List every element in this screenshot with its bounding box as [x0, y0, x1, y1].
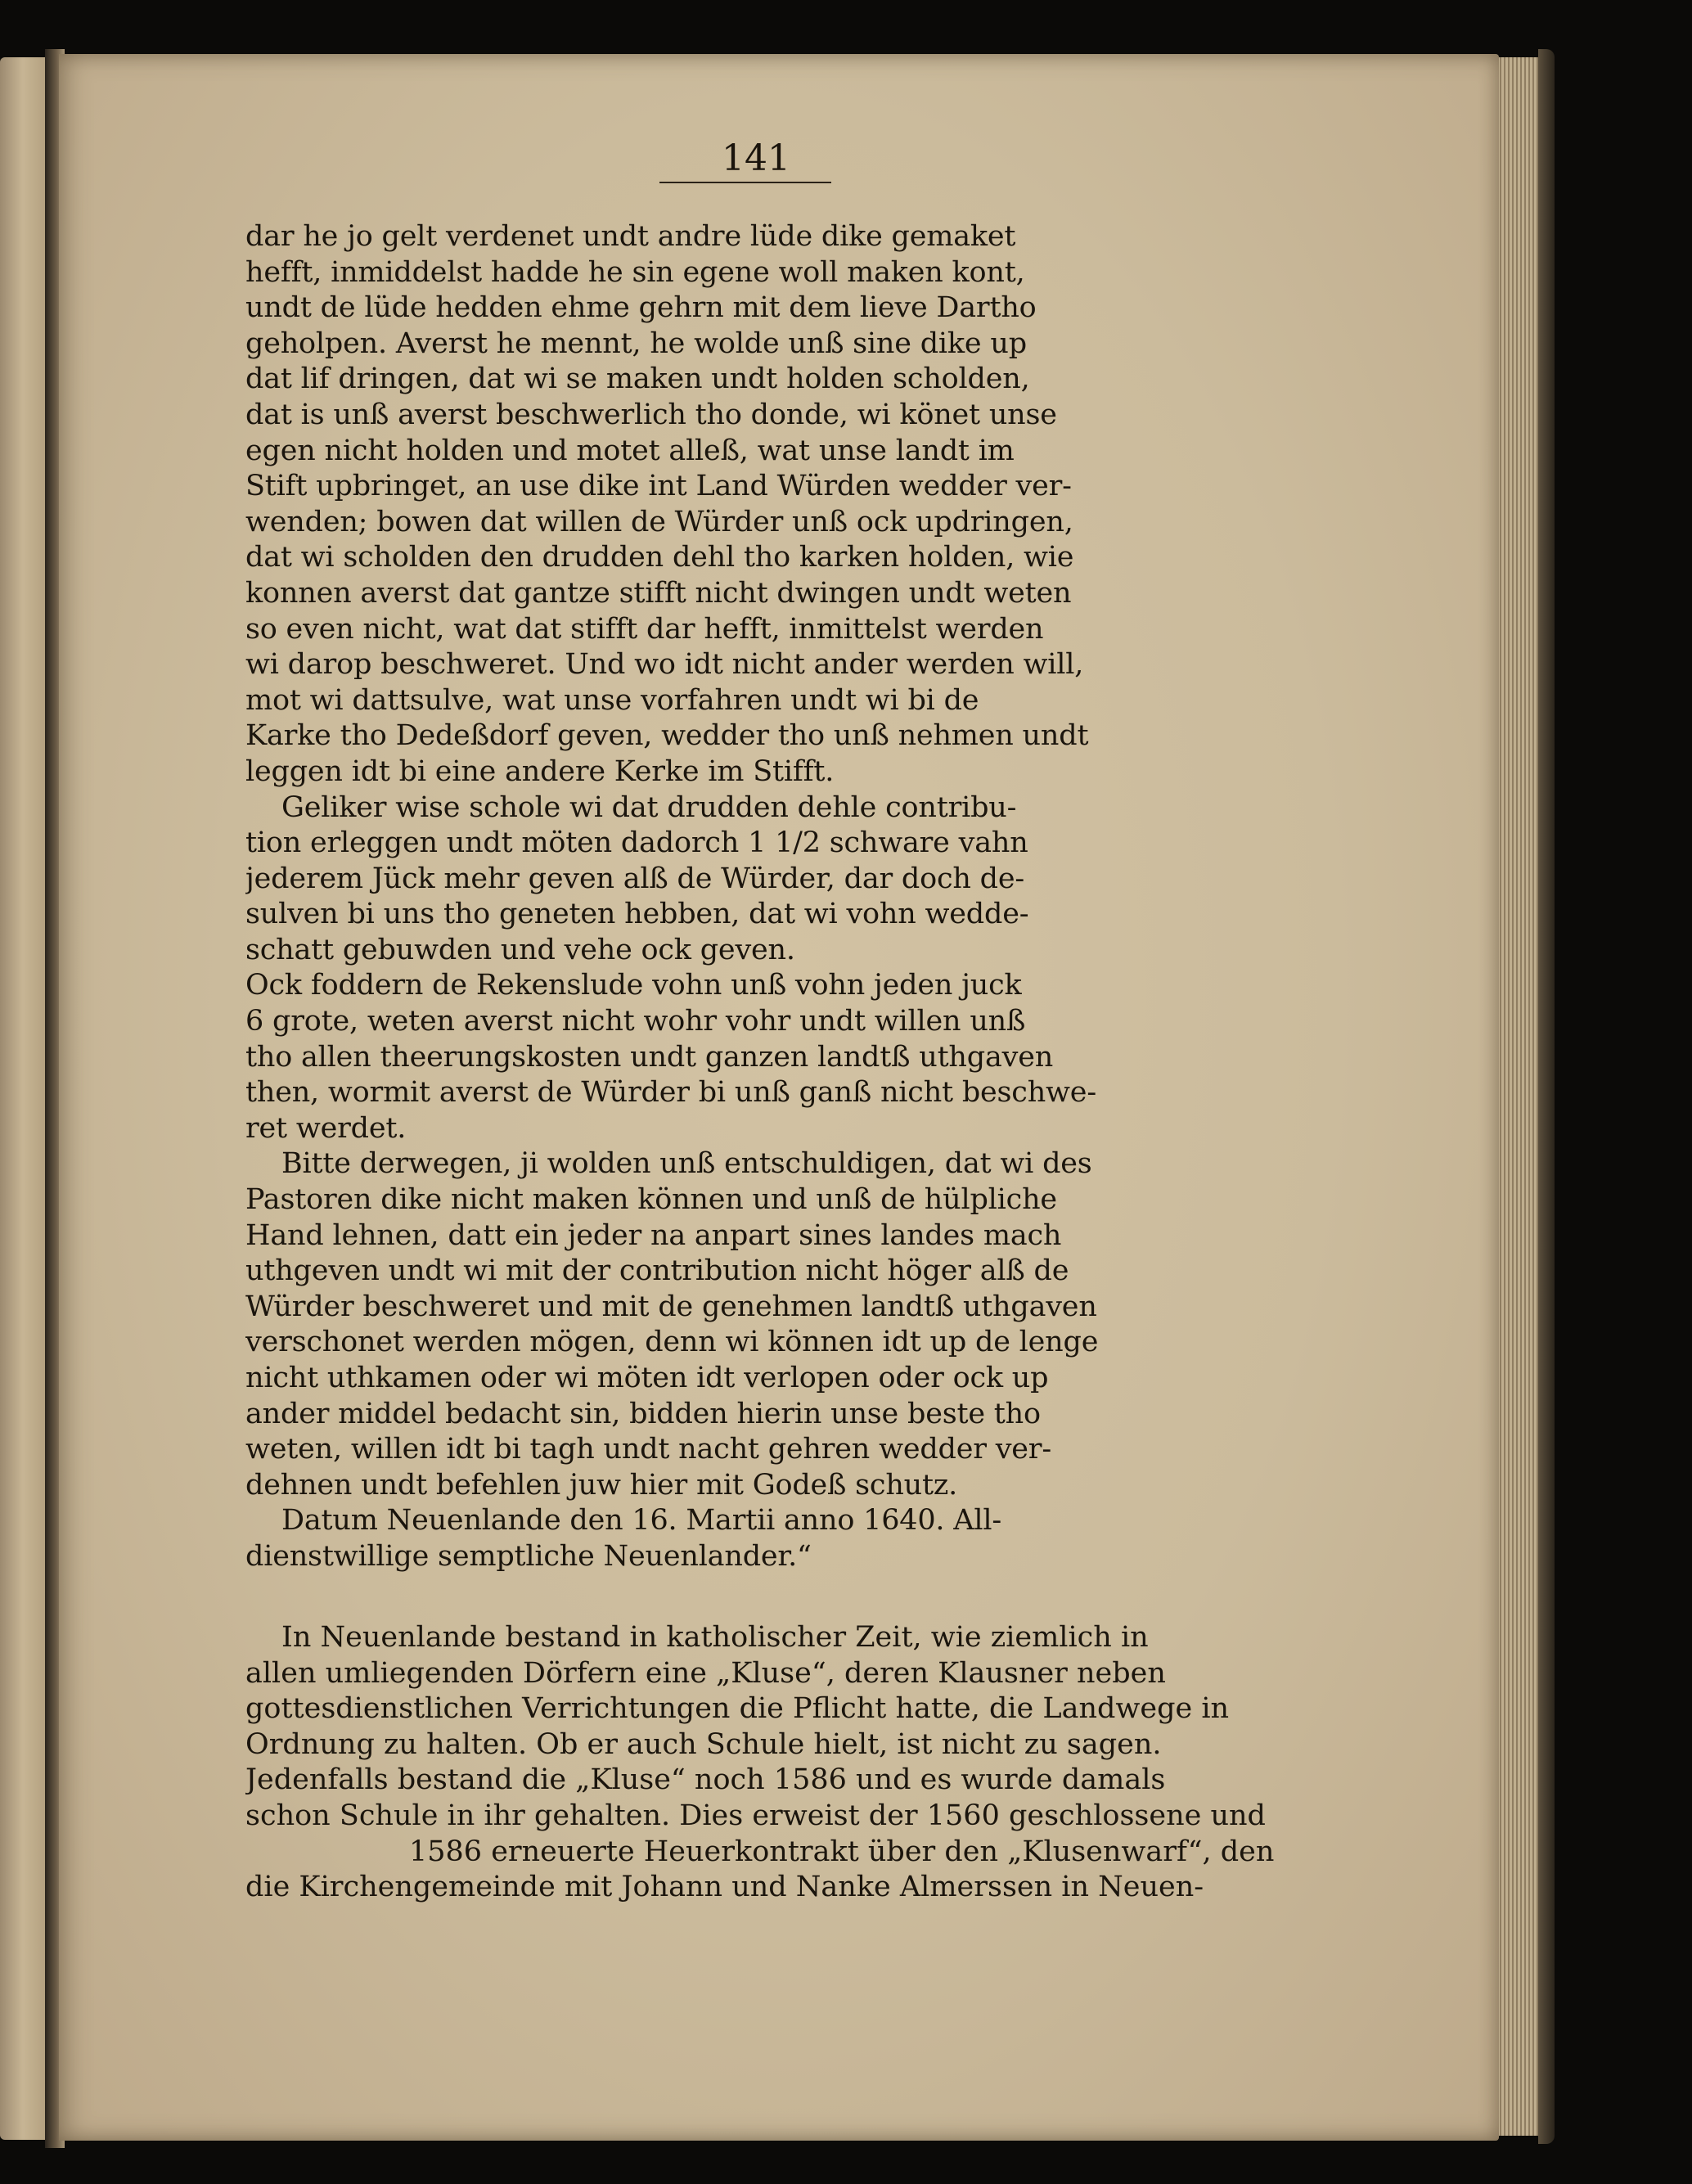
text-line: undt de lüde hedden ehme gehrn mit dem lieve Dartho	[245, 291, 1037, 325]
text-line: Karke tho Dedeßdorf geven, wedder tho unß nehmen undt	[245, 719, 1089, 753]
text-line: jederem Jück mehr geven alß de Würder, dar doch de-	[245, 862, 1025, 895]
text-line: dar he jo gelt verdenet undt andre lüde dike gemaket	[245, 220, 1016, 253]
text-line: leggen idt bi eine andere Kerke im Stifft.	[245, 754, 835, 788]
quoted-letter-text	[245, 219, 1342, 1575]
text-line: Ock foddern de Rekenslude vohn unß vohn jeden juck	[245, 969, 1022, 1002]
text-line: Ordnung zu halten. Ob er auch Schule hielt, ist nicht zu sagen.	[245, 1727, 1162, 1761]
text-line: konnen averst dat gantze stifft nicht dwingen undt weten	[245, 576, 1072, 610]
text-line: nicht uthkamen oder wi möten idt verlopen oder ock up	[245, 1362, 1049, 1394]
header-rule	[659, 182, 831, 183]
text-line: egen nicht holden und motet alleß, wat unse landt im	[245, 434, 1015, 467]
text-line: ret werdet.	[245, 1111, 407, 1145]
facing-page-edge	[0, 57, 51, 2140]
text-line: Bitte derwegen, ji wolden unß entschuldigen, dat wi des	[281, 1147, 1092, 1181]
text-line: 6 grote, weten averst nicht wohr vohr undt willen unß	[245, 1005, 1026, 1038]
text-line: gottesdienstlichen Verrichtungen die Pflicht hatte, die Landwege in	[245, 1692, 1230, 1726]
text-line: dat is unß averst beschwerlich tho donde, wi könet unse	[245, 398, 1057, 431]
text-line: 1586 erneuerte Heuerkontrakt über den „Klusenwarf“, den	[409, 1835, 1275, 1868]
text-line: tho allen theerungskosten undt ganzen landtß uthgaven	[245, 1040, 1054, 1074]
text-line: dienstwillige semptliche Neuenlander.“	[245, 1539, 812, 1573]
text-line: Geliker wise schole wi dat drudden dehle contribu-	[281, 790, 1017, 824]
text-line: sulven bi uns tho geneten hebben, dat wi vohn wedde-	[245, 898, 1029, 931]
text-line: dat wi scholden den drudden dehl tho karken holden, wie	[245, 541, 1074, 574]
text-line: geholpen. Averst he mennt, he wolde unß sine dike up	[245, 326, 1027, 360]
text-line: dat lif dringen, dat wi se maken undt holden scholden,	[245, 362, 1030, 396]
page-number: 141	[722, 137, 790, 179]
text-line: Jedenfalls bestand die „Kluse“ noch 1586 und es wurde damals	[245, 1763, 1166, 1797]
book-cover-edge	[1538, 49, 1555, 2144]
text-line: wi darop beschweret. Und wo idt nicht ander werden will,	[245, 648, 1084, 682]
text-line: dehnen undt befehlen juw hier mit Godeß schutz.	[245, 1468, 958, 1502]
text-line: hefft, inmiddelst hadde he sin egene woll maken kont,	[245, 255, 1025, 289]
text-line: tion erleggen undt möten dadorch 1 1/2 schware vahn	[245, 826, 1028, 860]
text-line: In Neuenlande bestand in katholischer Zeit, wie ziemlich in	[281, 1621, 1149, 1654]
text-line: die Kirchengemeinde mit Johann und Nanke Almerssen in Neuen-	[245, 1871, 1204, 1904]
text-line: ander middel bedacht sin, bidden hierin unse beste tho	[245, 1397, 1041, 1430]
text-line: wenden; bowen dat willen de Würder unß ock updringen,	[245, 505, 1073, 538]
text-line: Würder beschweret und mit de genehmen landtß uthgaven	[245, 1290, 1097, 1323]
text-line: schatt gebuwden und vehe ock geven.	[245, 933, 795, 966]
narrative-paragraph	[245, 1620, 1309, 1906]
text-line: uthgeven undt wi mit der contribution nicht höger alß de	[245, 1254, 1069, 1288]
text-line: schon Schule in ihr gehalten. Dies erweist der 1560 geschlossene und	[245, 1799, 1266, 1832]
text-line: then, wormit averst de Würder bi unß ganß nicht beschwe-	[245, 1076, 1096, 1110]
text-line: so even nicht, wat dat stifft dar hefft, inmittelst werden	[245, 612, 1044, 646]
text-line: Hand lehnen, datt ein jeder na anpart sines landes mach	[245, 1218, 1062, 1252]
text-line: Pastoren dike nicht maken können und unß de hülpliche	[245, 1183, 1057, 1217]
text-line: allen umliegenden Dörfern eine „Kluse“, deren Klausner neben	[245, 1656, 1166, 1690]
text-line: weten, willen idt bi tagh undt nacht gehren wedder ver-	[245, 1433, 1051, 1466]
text-line: Stift upbringet, an use dike int Land Würden wedder ver-	[245, 470, 1072, 503]
text-line: Datum Neuenlande den 16. Martii anno 1640. All-	[281, 1504, 1001, 1538]
text-line: verschonet werden mögen, denn wi können idt up de lenge	[245, 1326, 1099, 1359]
text-line: mot wi dattsulve, wat unse vorfahren undt wi bi de	[245, 683, 979, 717]
